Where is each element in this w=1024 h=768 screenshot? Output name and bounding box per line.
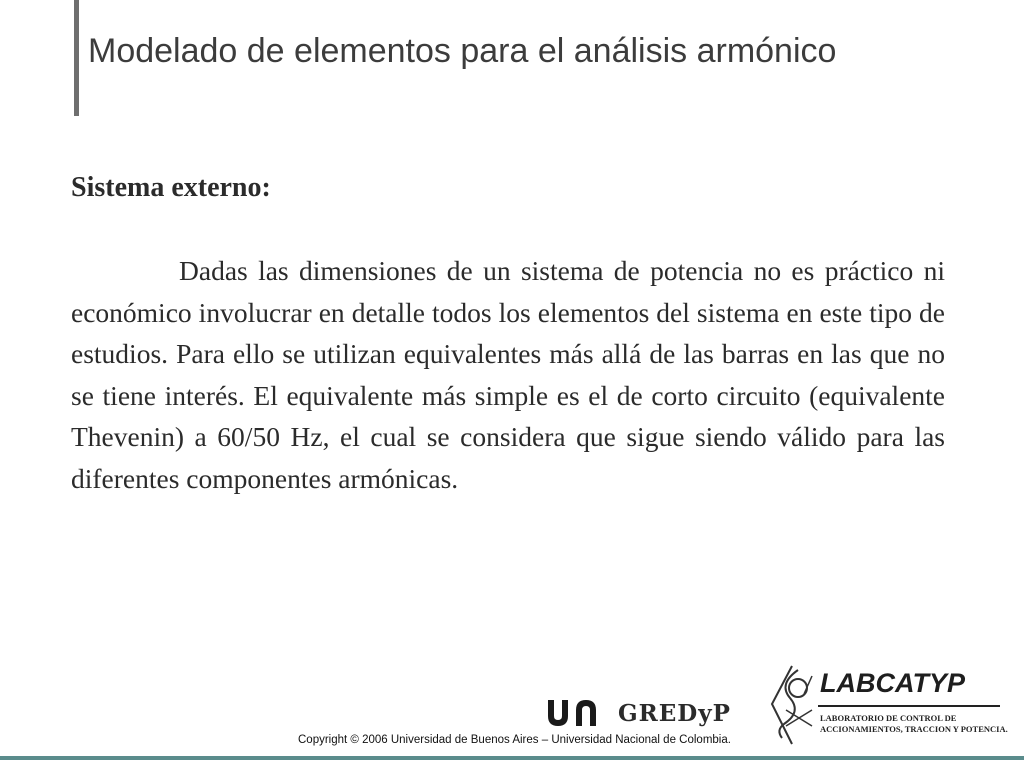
body-paragraph: Dadas las dimensiones de un sistema de potencia no es práctico ni económico involucrar en detalle todos los elementos del sistema en este tipo de estudios. Para ello se utilizan equivalentes más allá de las barras en las que no se tiene interés. El equivalente más simple es el de corto circuito (equivalente Thevenin) a 60/50 Hz, el cual se considera que sigue siendo válido para las diferentes componentes armónicas. <box>71 255 945 494</box>
section-heading: Sistema externo: <box>71 172 271 203</box>
labcatyp-name: LABCATYP <box>820 668 965 698</box>
labcatyp-subtitle: LABORATORIO DE CONTROL DE ACCIONAMIENTOS, TRACCION Y POTENCIA. <box>820 713 1008 734</box>
footer-divider <box>0 756 1024 760</box>
gredyp-logo-text: GREDyP <box>618 700 731 727</box>
labcatyp-logo-icon <box>768 664 818 746</box>
slide-title: Modelado de elementos para el análisis armónico <box>88 32 837 70</box>
divider <box>818 705 1000 707</box>
title-accent-bar <box>74 0 79 116</box>
copyright-text: Copyright © 2006 Universidad de Buenos Aires – Universidad Nacional de Colombia. <box>298 734 731 746</box>
un-logo <box>546 698 604 728</box>
